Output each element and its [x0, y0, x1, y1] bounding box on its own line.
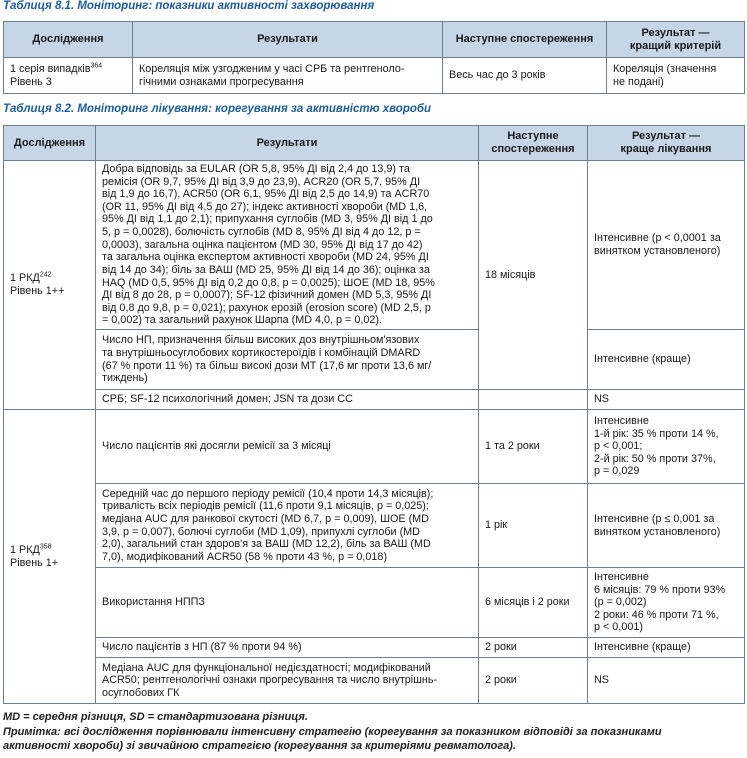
group2-followup-cell: 6 місяців і 2 роки: [479, 568, 588, 638]
reference-number: 358: [39, 543, 52, 551]
table-row: [4, 161, 745, 330]
group2-outcome-cell: Інтенсивне 1-й рік: 35 % проти 14 %, p < 0,001; 2-й рік: 50 % проти 37%, p = 0,029: [588, 410, 745, 484]
group2-results-cell: Число пацієнтів з НП (87 % проти 94 %): [96, 638, 479, 658]
table1-results-cell: Кореляція між узгодженим у часі СРБ та рентгеноло- гічними ознаками прогресування: [133, 58, 443, 94]
table1-header-results: Результати: [133, 22, 443, 58]
table-row: [4, 658, 745, 704]
table-monitoring-treatment: [3, 125, 745, 704]
group1-results-cell: СРБ; SF-12 психологічний домен; JSN та дози СС: [96, 390, 479, 410]
table1-outcome-cell: Кореляція (значення не подані): [607, 58, 745, 94]
table2-header-row: [4, 126, 745, 161]
group2-results-cell: Число пацієнтів які досягли ремісії за 3 місяці: [96, 410, 479, 484]
study-type: 1 РКД: [10, 543, 40, 556]
group2-outcome-cell: Інтенсивне 6 місяців: 79 % проти 93% (p = 0,002) 2 роки: 46 % проти 71 %, p < 0,001): [588, 568, 745, 638]
group1-results-cell: Число НП, призначення більш високих доз внутрішньом'язових та внутрішньосуглобових кортикостероїдів і комбінацій DMARD (67 % проти 11 %) та більш високі дози МТ (17,6 мг проти 13,6 мг/ тиждень): [96, 330, 479, 390]
table1-header-row: [4, 22, 745, 58]
table-row: [4, 390, 745, 410]
table2-caption: Таблиця 8.2. Моніторинг лікування: корегування за активністю хвороби: [3, 103, 432, 115]
group2-outcome-cell: Інтенсивне (p ≤ 0,001 за винятком установленого): [588, 484, 745, 568]
group2-results-cell: Медіана AUC для функціональної недієздатності; модифікований ACR50; рентгенологічні ознаки прогресування та число внутрішнь- осуглобових ГК: [96, 658, 479, 704]
group2-outcome-cell: NS: [588, 658, 745, 704]
group2-outcome-cell: Інтенсивне (краще): [588, 638, 745, 658]
table2-header-followup: Наступне спостереження: [479, 126, 588, 161]
remark-note: Примітка: всі дослідження порівнювали інтенсивну стратегію (корегування за показником відповіді за показниками активності хвороби) зі звичайною стратегією (корегування за критеріями ревматолога).: [3, 726, 662, 753]
group2-followup-cell: 1 рік: [479, 484, 588, 568]
group1-results-cell: Добра відповідь за EULAR (OR 5,8, 95% ДІ від 2,4 до 13,9) та ремісія (OR 9,7, 95% ДІ від 3,9 до 23,9), ACR20 (OR 5,7, 95% ДІ від 1,9 до 16,7), ACR50 (OR 6,1, 95% ДІ від 2,5 до 14,9) та ACR70 (OR 11, 95% ДІ від 4,5 до 27); індекс активності хвороби (MD 1,6, 95% ДІ від 1,1 до 2,1); припухання суглобів (MD 3, 95% ДІ від 1 до 5, p = 0,0028), болючість суглобів (MD 8, 95% ДІ від 4 до 12, p = 0,0003), загальна оцінка пацієнтом (MD 30, 95% ДІ від 17 до 42) та загальна оцінка експертом активності хвороби (MD 24, 95% ДІ від 14 до 34); біль за ВАШ (MD 25, 95% ДІ від 14 до 36); оцінка за HAQ (MD 0,5, 95% ДІ від 0,2 до 0,8, p = 0,0025); ШОЕ (MD 18, 95% ДІ від 8 до 28, p = 0,0007); SF-12 фізичний домен (MD 5,3, 95% ДІ від 0,8 до 9,8, p = 0,021); рахунок ерозій (erosion score) (MD 2,5, p = 0,002) та загальний рахунок Шарпа (MD 4,0, p = 0,02).: [96, 161, 479, 330]
table-row: [4, 58, 745, 94]
group2-results-cell: Середній час до першого періоду ремісії (10,4 проти 14,3 місяців); тривалість всіх періодів ремісії (11,6 проти 9,1 місяців, p = 0,025); медіана AUC для ранкової скутості (MD 6,7, p = 0,009), ШОЕ (MD 3,9, p = 0,007), болючі суглоби (MD 1,09), припухлі суглоби (MD 2,0), загальний стан здоров'я за ВАШ (MD 12,2), біль за ВАШ (MD 7,0), модифікований ACR50 (58 % проти 43 %, p = 0,018): [96, 484, 479, 568]
evidence-level: Рівень 3: [10, 75, 52, 88]
table2-header-study: Дослідження: [4, 126, 96, 161]
table2-header-outcome: Результат — краще лікування: [588, 126, 745, 161]
evidence-level: Рівень 1+: [10, 556, 59, 569]
table-row: [4, 330, 745, 390]
table2-header-results: Результати: [96, 126, 479, 161]
table1-header-outcome: Результат — кращий критерій: [607, 22, 745, 58]
table1-followup-cell: Весь час до 3 років: [443, 58, 607, 94]
table1-header-followup: Наступне спостереження: [443, 22, 607, 58]
table-row: [4, 638, 745, 658]
group1-followup-cell-empty: [479, 390, 588, 410]
reference-number: 242: [39, 271, 52, 279]
study-type: 1 серія випадків: [10, 62, 91, 75]
table-row: [4, 410, 745, 484]
table-row: [4, 484, 745, 568]
group1-outcome-cell: NS: [588, 390, 745, 410]
reference-number: 364: [90, 62, 103, 70]
table-row: [4, 568, 745, 638]
abbreviations-note: MD = середня різниця, SD = стандартизована різниця.: [3, 711, 308, 723]
group2-results-cell: Використання НППЗ: [96, 568, 479, 638]
group2-followup-cell: 2 роки: [479, 658, 588, 704]
group1-followup-cell: 18 місяців: [479, 161, 588, 390]
table1-study-cell: [4, 58, 133, 94]
group1-study-cell: [4, 161, 96, 410]
group1-outcome-cell: Інтенсивне (p < 0,0001 за винятком установленого): [588, 161, 745, 330]
table1-caption: Таблиця 8.1. Моніторинг: показники активності захворювання: [3, 0, 375, 12]
group1-outcome-cell: Інтенсивне (краще): [588, 330, 745, 390]
group2-followup-cell: 1 та 2 роки: [479, 410, 588, 484]
study-type: 1 РКД: [10, 272, 40, 285]
evidence-level: Рівень 1++: [10, 285, 65, 297]
table-monitoring-activity: [3, 21, 745, 94]
group2-followup-cell: 2 роки: [479, 638, 588, 658]
group2-study-cell: [4, 410, 96, 704]
table1-header-study: Дослідження: [4, 22, 133, 58]
